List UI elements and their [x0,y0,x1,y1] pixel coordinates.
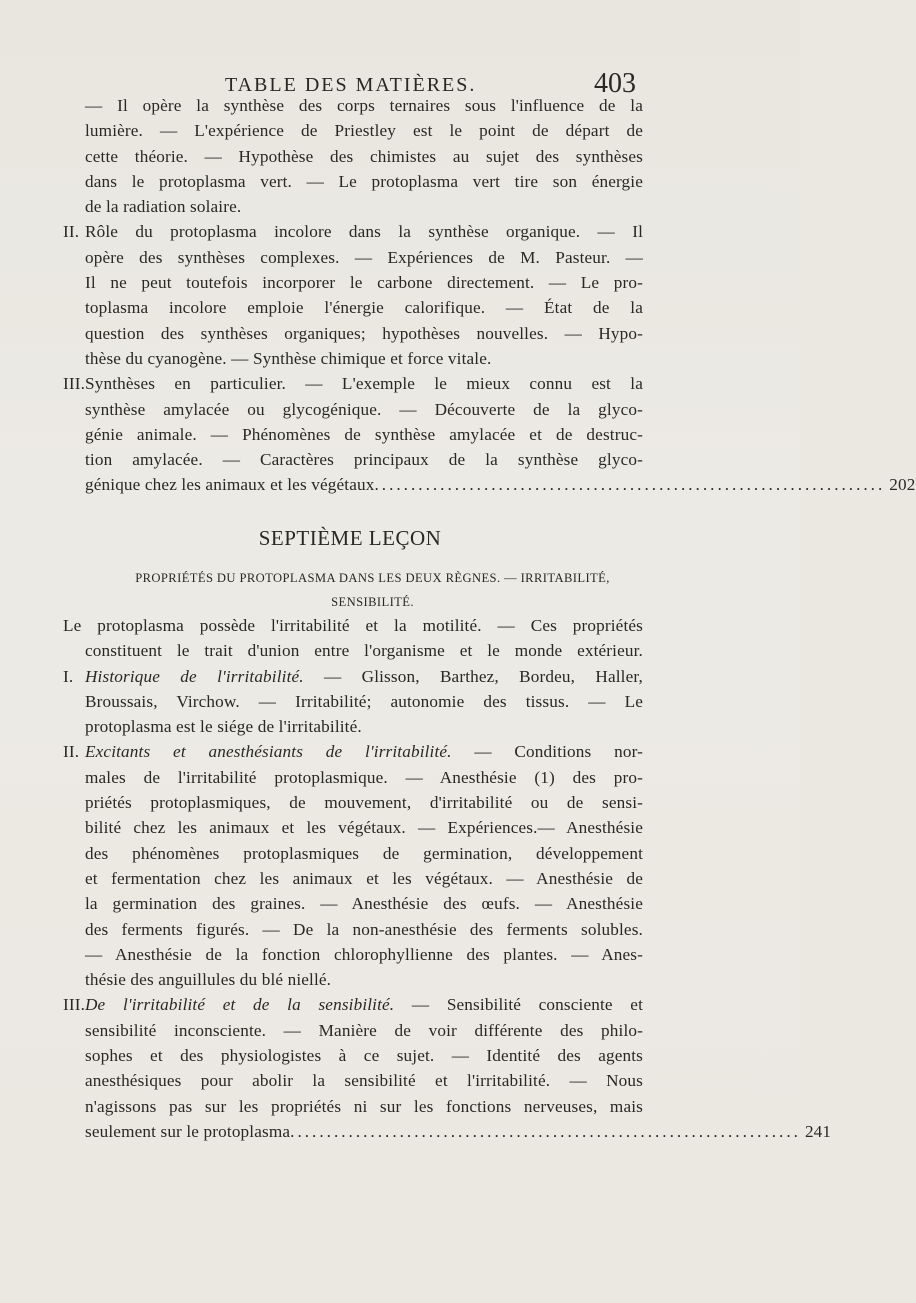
text-line: priétés protoplasmiques, de mouvement, d'irritabilité ou de sensi- [85,793,643,813]
text-line: sophes et des physiologistes à ce sujet. — Identité des agents [85,1046,643,1066]
dot-leader: ...................................................................... [374,475,886,495]
subheading-line: PROPRIÉTÉS DU PROTOPLASMA DANS LES DEUX RÈGNES. — IRRITABILITÉ, [135,571,610,585]
text-line: bilité chez les animaux et les végétaux. — Expériences.— Anesthésie [85,818,643,838]
item-text: — Glisson, Barthez, Bordeu, Haller, [303,666,643,686]
toc-item-2 [63,739,643,992]
toc-item-1 [63,664,643,740]
running-head-title: TABLE DES MATIÈRES. [225,74,477,96]
lesson-heading: SEPTIÈME LEÇON [258,526,442,550]
text-line [63,664,643,689]
item-text: Rôle du protoplasma incolore dans la synthèse organique. — Il [85,222,643,242]
text-line: anesthésiques pour abolir la sensibilité et l'irritabilité. — Nous [85,1071,643,1091]
item-numeral: III. [63,374,86,394]
toc-item-2 [63,219,643,371]
text-line: synthèse amylacée ou glycogénique. — Découverte de la glyco- [85,399,643,419]
item-text: Synthèses en particulier. — L'exemple le mieux connu est la [85,374,643,394]
text-line: toplasma incolore emploie l'énergie calorifique. — État de la [85,298,643,318]
item-heading: Excitants et anesthésiants de l'irritabilité. [85,742,452,762]
toc-leader-line [85,1119,832,1144]
text-line: génie animale. — Phénomènes de synthèse amylacée et de destruc- [85,424,643,444]
text-line: — Anesthésie de la fonction chlorophyllienne des plantes. — Anes- [85,944,643,964]
text-line: lumière. — L'expérience de Priestley est le point de départ de [85,121,643,141]
text-line [63,371,643,396]
subheading-line: SENSIBILITÉ. [331,595,414,609]
toc-item-continuation [63,93,643,219]
text-line: tion amylacée. — Caractères principaux de la synthèse glyco- [85,450,643,470]
item-numeral: II. [63,222,80,242]
text-line: des ferments figurés. — De la non-anesthésie des ferments solubles. [85,919,643,939]
toc-page-number: 202 [889,475,916,495]
dot-leader: ...................................................................... [290,1121,801,1141]
text-line: Le protoplasma possède l'irritabilité et la motilité. — Ces propriétés [63,616,643,635]
text-line: dans le protoplasma vert. — Le protoplasma vert tire son énergie [85,171,643,191]
text-line: n'agissons pas sur les propriétés ni sur les fonctions nerveuses, mais [85,1096,643,1116]
text-line [63,219,643,244]
text-line: Il ne peut toutefois incorporer le carbone directement. — Le pro- [85,273,643,293]
text-line: et fermentation chez les animaux et les végétaux. — Anesthésie de [85,868,643,888]
item-text: — Sensibilité consciente et [394,995,644,1015]
item-text: — Conditions nor- [451,742,643,762]
text-line: seulement sur le protoplasma [85,1121,291,1141]
lesson-subheading [95,566,650,614]
text-line: thésie des anguillules du blé niellé. [85,970,332,990]
toc-block-seventh-lesson [63,613,832,1144]
item-numeral: I. [63,666,74,686]
text-line: des phénomènes protoplasmiques de germination, développement [85,843,643,863]
toc-leader-line [85,472,916,497]
text-line: constituent le trait d'union entre l'organisme et le monde extérieur. [85,641,643,661]
toc-page-number: 241 [804,1121,832,1141]
item-heading: De l'irritabilité et de la sensibilité. [85,995,395,1015]
text-line [63,739,643,764]
text-line: thèse du cyanogène. — Synthèse chimique et force vitale. [85,348,492,368]
text-line: opère des synthèses complexes. — Expériences de M. Pasteur. — [85,247,643,267]
text-line: la germination des graines. — Anesthésie des œufs. — Anesthésie [85,894,643,914]
text-line: cette théorie. — Hypothèse des chimistes au sujet des synthèses [85,146,643,166]
toc-item-3 [63,371,916,497]
text-line: génique chez les animaux et les végétaux [85,475,375,495]
text-line: question des synthèses organiques; hypothèses nouvelles. — Hypo- [85,323,643,343]
text-line: protoplasma est le siége de l'irritabilité. [85,717,362,737]
toc-block-sixth-lesson-end [63,93,916,498]
item-numeral: II. [63,742,80,762]
text-line: Broussais, Virchow. — Irritabilité; autonomie des tissus. — Le [85,691,643,711]
text-line: — Il opère la synthèse des corps ternaires sous l'influence de la [85,96,643,115]
text-line [63,992,644,1017]
toc-item-3 [63,992,832,1144]
text-line: sensibilité inconsciente. — Manière de voir différente des philo- [85,1020,643,1040]
page-number: 403 [594,68,636,99]
item-numeral: III. [63,995,86,1015]
text-line: de la radiation solaire. [85,197,242,217]
item-heading: Historique de l'irritabilité. [85,666,304,686]
text-line: males de l'irritabilité protoplasmique. — Anesthésie (1) des pro- [85,767,643,787]
